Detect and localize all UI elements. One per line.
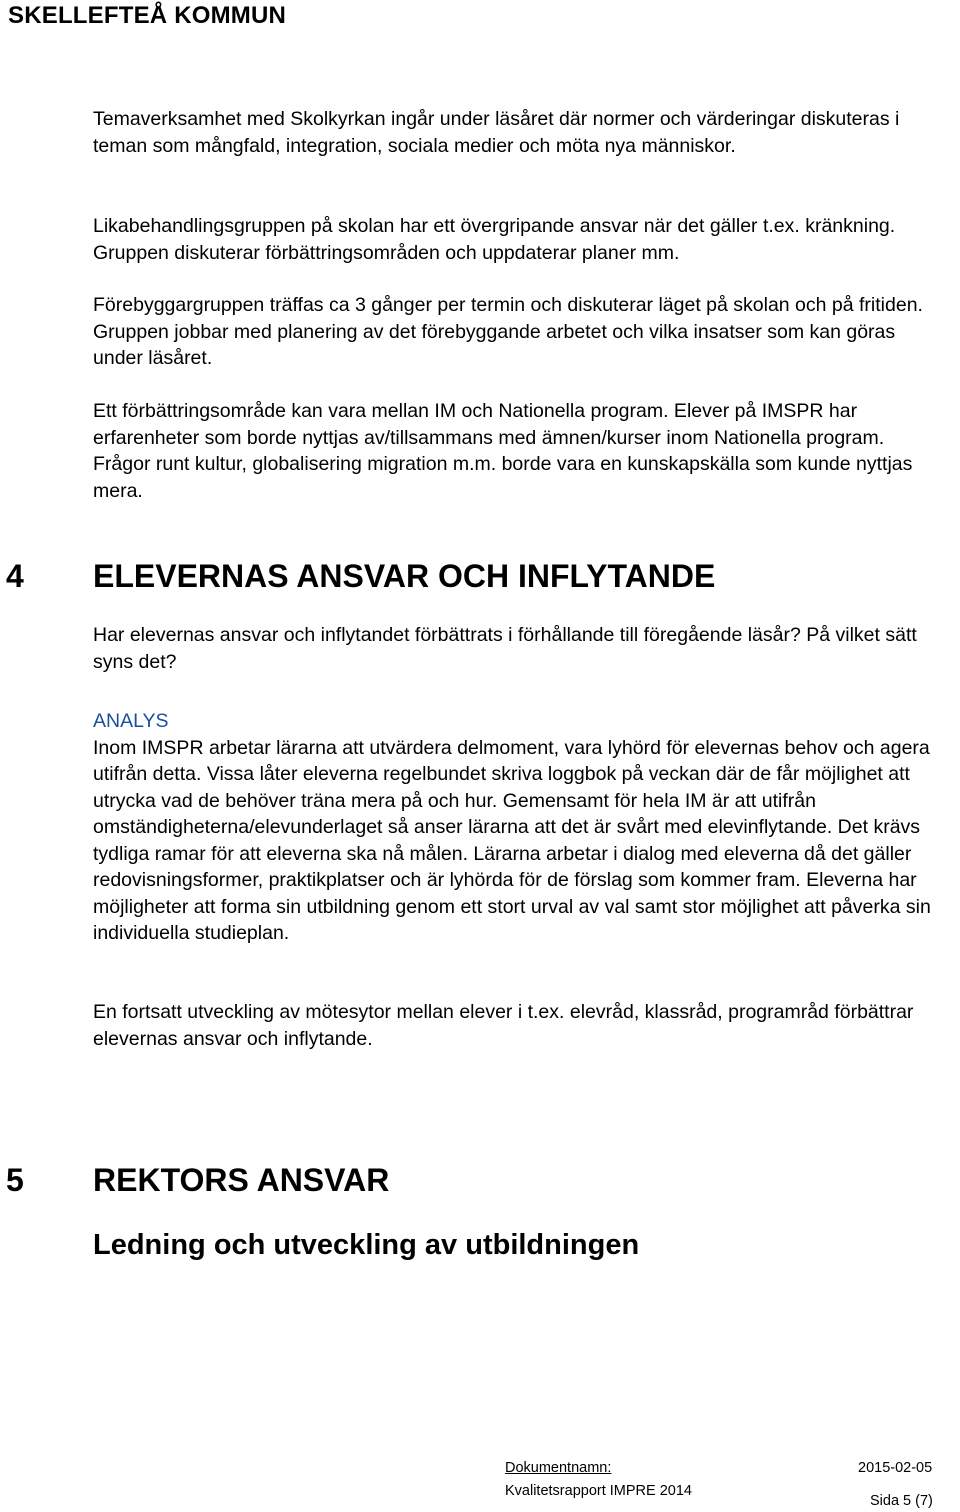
paragraph-temaverksamhet	[93, 106, 933, 159]
question-text: Har elevernas ansvar och inflytandet förbättrats i förhållande till föregående läsår? På vilket sätt syns det?	[93, 624, 917, 673]
paragraph-forebyggargruppen	[93, 292, 933, 372]
document-name: Kvalitetsrapport IMPRE 2014	[505, 1483, 692, 1499]
body-paragraph: Förebyggargruppen träffas ca 3 gånger per termin och diskuterar läget på skolan och på fritiden. Gruppen jobbar med planering av det förebyggande arbetet och vilka insatser som kan göras under läsåret.	[93, 294, 923, 369]
body-paragraph: Likabehandlingsgruppen på skolan har ett övergripande ansvar när det gäller t.ex. kränkning. Gruppen diskuterar förbättringsområden och uppdaterar planer mm.	[93, 215, 896, 264]
section-4-question	[93, 622, 933, 675]
document-date: 2015-02-05	[858, 1460, 933, 1476]
body-paragraph: Ett förbättringsområde kan vara mellan IM och Nationella program. Elever på IMSPR har erfarenheter som borde nyttjas av/tillsammans med ämnen/kurser inom Nationella program. Frågor runt kultur, globalisering migration m.m. borde vara en kunskapskälla som kunde nyttjas mera.	[93, 400, 913, 502]
organization-header: SKELLEFTEÅ KOMMUN	[8, 2, 287, 29]
section-number: 4	[6, 558, 24, 594]
analys-block	[93, 708, 933, 947]
paragraph-forbattringsomrade	[93, 398, 933, 504]
section-4-heading	[6, 556, 715, 596]
analys-text: Inom IMSPR arbetar lärarna att utvärdera delmoment, vara lyhörd för elevernas behov och agera utifrån detta. Vissa låter eleverna regelbundet skriva loggbok på veckan där de får möjlighet att utrycka vad de behöver träna mera på och hur. Gemensamt för hela IM är att utifrån omständigheterna/elevunderlaget så anser lärarna att det är svårt med elevinflytande. Det krävs tydliga ramar för att eleverna ska nå målen. Lärarna arbetar i dialog med eleverna då det gäller redovisningsformer, praktikplatser och är lyhörda för de förslag som kommer fram. Eleverna har möjligheter att forma sin utbildning genom ett stort urval av val samt stor möjlighet att påverka sin individuella studieplan.	[93, 736, 931, 944]
section-title: ELEVERNAS ANSVAR OCH INFLYTANDE	[93, 558, 716, 594]
section-5-subtitle: Ledning och utveckling av utbildningen	[93, 1229, 640, 1261]
analys-title: ANALYS	[93, 710, 169, 732]
section-title: REKTORS ANSVAR	[93, 1162, 390, 1198]
section-number: 5	[6, 1162, 24, 1198]
page-number: Sida 5 (7)	[870, 1493, 933, 1509]
paragraph-likabehandling	[93, 213, 933, 266]
body-paragraph: Temaverksamhet med Skolkyrkan ingår under läsåret där normer och värderingar diskuteras i teman som mångfald, integration, sociala medier och möta nya människor.	[93, 108, 900, 157]
followup-paragraph	[93, 999, 933, 1052]
document-name-label: Dokumentnamn:	[505, 1460, 612, 1476]
followup-text: En fortsatt utveckling av mötesytor mellan elever i t.ex. elevråd, klassråd, programråd förbättrar elevernas ansvar och inflytande.	[93, 1001, 914, 1050]
section-5-heading	[6, 1160, 389, 1200]
page-footer	[0, 1455, 960, 1512]
